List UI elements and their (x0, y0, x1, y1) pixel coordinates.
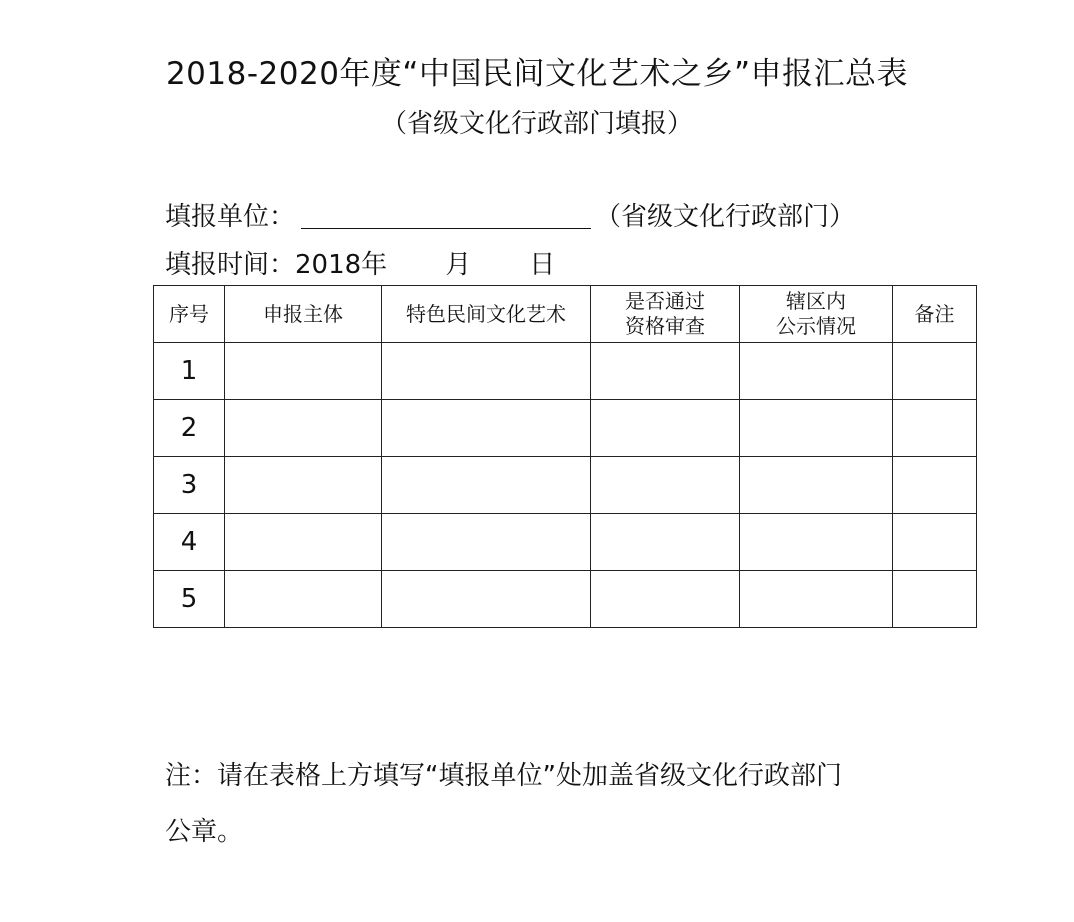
cell-remarks[interactable] (893, 457, 977, 514)
table-row (154, 571, 977, 628)
cell-applicant[interactable] (225, 571, 382, 628)
table-row (154, 457, 977, 514)
cell-publicity[interactable] (740, 400, 893, 457)
cell-folk-art[interactable] (382, 571, 591, 628)
unit-blank[interactable] (301, 198, 591, 229)
cell-remarks[interactable] (893, 514, 977, 571)
row-index: 3 (154, 457, 225, 514)
footnote-line-1: 注：请在表格上方填写“填报单位”处加盖省级文化行政部门 (165, 761, 842, 791)
cell-qualification[interactable] (591, 457, 740, 514)
cell-remarks[interactable] (893, 571, 977, 628)
cell-publicity[interactable] (740, 457, 893, 514)
table-row (154, 400, 977, 457)
cell-applicant[interactable] (225, 400, 382, 457)
cell-remarks[interactable] (893, 400, 977, 457)
footnote-line-2: 公章。 (165, 817, 244, 847)
row-index: 1 (154, 343, 225, 400)
row-index: 2 (154, 400, 225, 457)
cell-applicant[interactable] (225, 457, 382, 514)
cell-qualification[interactable] (591, 571, 740, 628)
unit-suffix: （省级文化行政部门） (595, 202, 856, 232)
date-month: 月 (445, 250, 472, 280)
date-year: 2018年 (295, 250, 388, 280)
cell-qualification[interactable] (591, 400, 740, 457)
header-folk-art: 特色民间文化艺术 (382, 286, 591, 343)
summary-table (153, 285, 977, 628)
cell-folk-art[interactable] (382, 457, 591, 514)
cell-applicant[interactable] (225, 514, 382, 571)
cell-publicity[interactable] (740, 571, 893, 628)
cell-publicity[interactable] (740, 343, 893, 400)
header-remarks: 备注 (893, 286, 977, 343)
table-row (154, 343, 977, 400)
unit-label: 填报单位： (165, 202, 296, 232)
table-header-row (154, 286, 977, 343)
header-qualification: 是否通过 资格审查 (591, 286, 740, 343)
unit-field-line (165, 197, 855, 237)
cell-folk-art[interactable] (382, 400, 591, 457)
row-index: 5 (154, 571, 225, 628)
cell-qualification[interactable] (591, 343, 740, 400)
row-index: 4 (154, 514, 225, 571)
document-subtitle: （省级文化行政部门填报） (380, 109, 693, 139)
date-label: 填报时间： (165, 250, 296, 280)
cell-folk-art[interactable] (382, 514, 591, 571)
header-applicant: 申报主体 (225, 286, 382, 343)
cell-applicant[interactable] (225, 343, 382, 400)
date-day: 日 (529, 250, 556, 280)
header-publicity: 辖区内 公示情况 (740, 286, 893, 343)
date-field-line (165, 245, 555, 285)
cell-remarks[interactable] (893, 343, 977, 400)
footnote (165, 748, 925, 860)
cell-folk-art[interactable] (382, 343, 591, 400)
cell-publicity[interactable] (740, 514, 893, 571)
cell-qualification[interactable] (591, 514, 740, 571)
header-index: 序号 (154, 286, 225, 343)
document-title: 2018-2020年度“中国民间文化艺术之乡”申报汇总表 (165, 56, 909, 92)
table-row (154, 514, 977, 571)
